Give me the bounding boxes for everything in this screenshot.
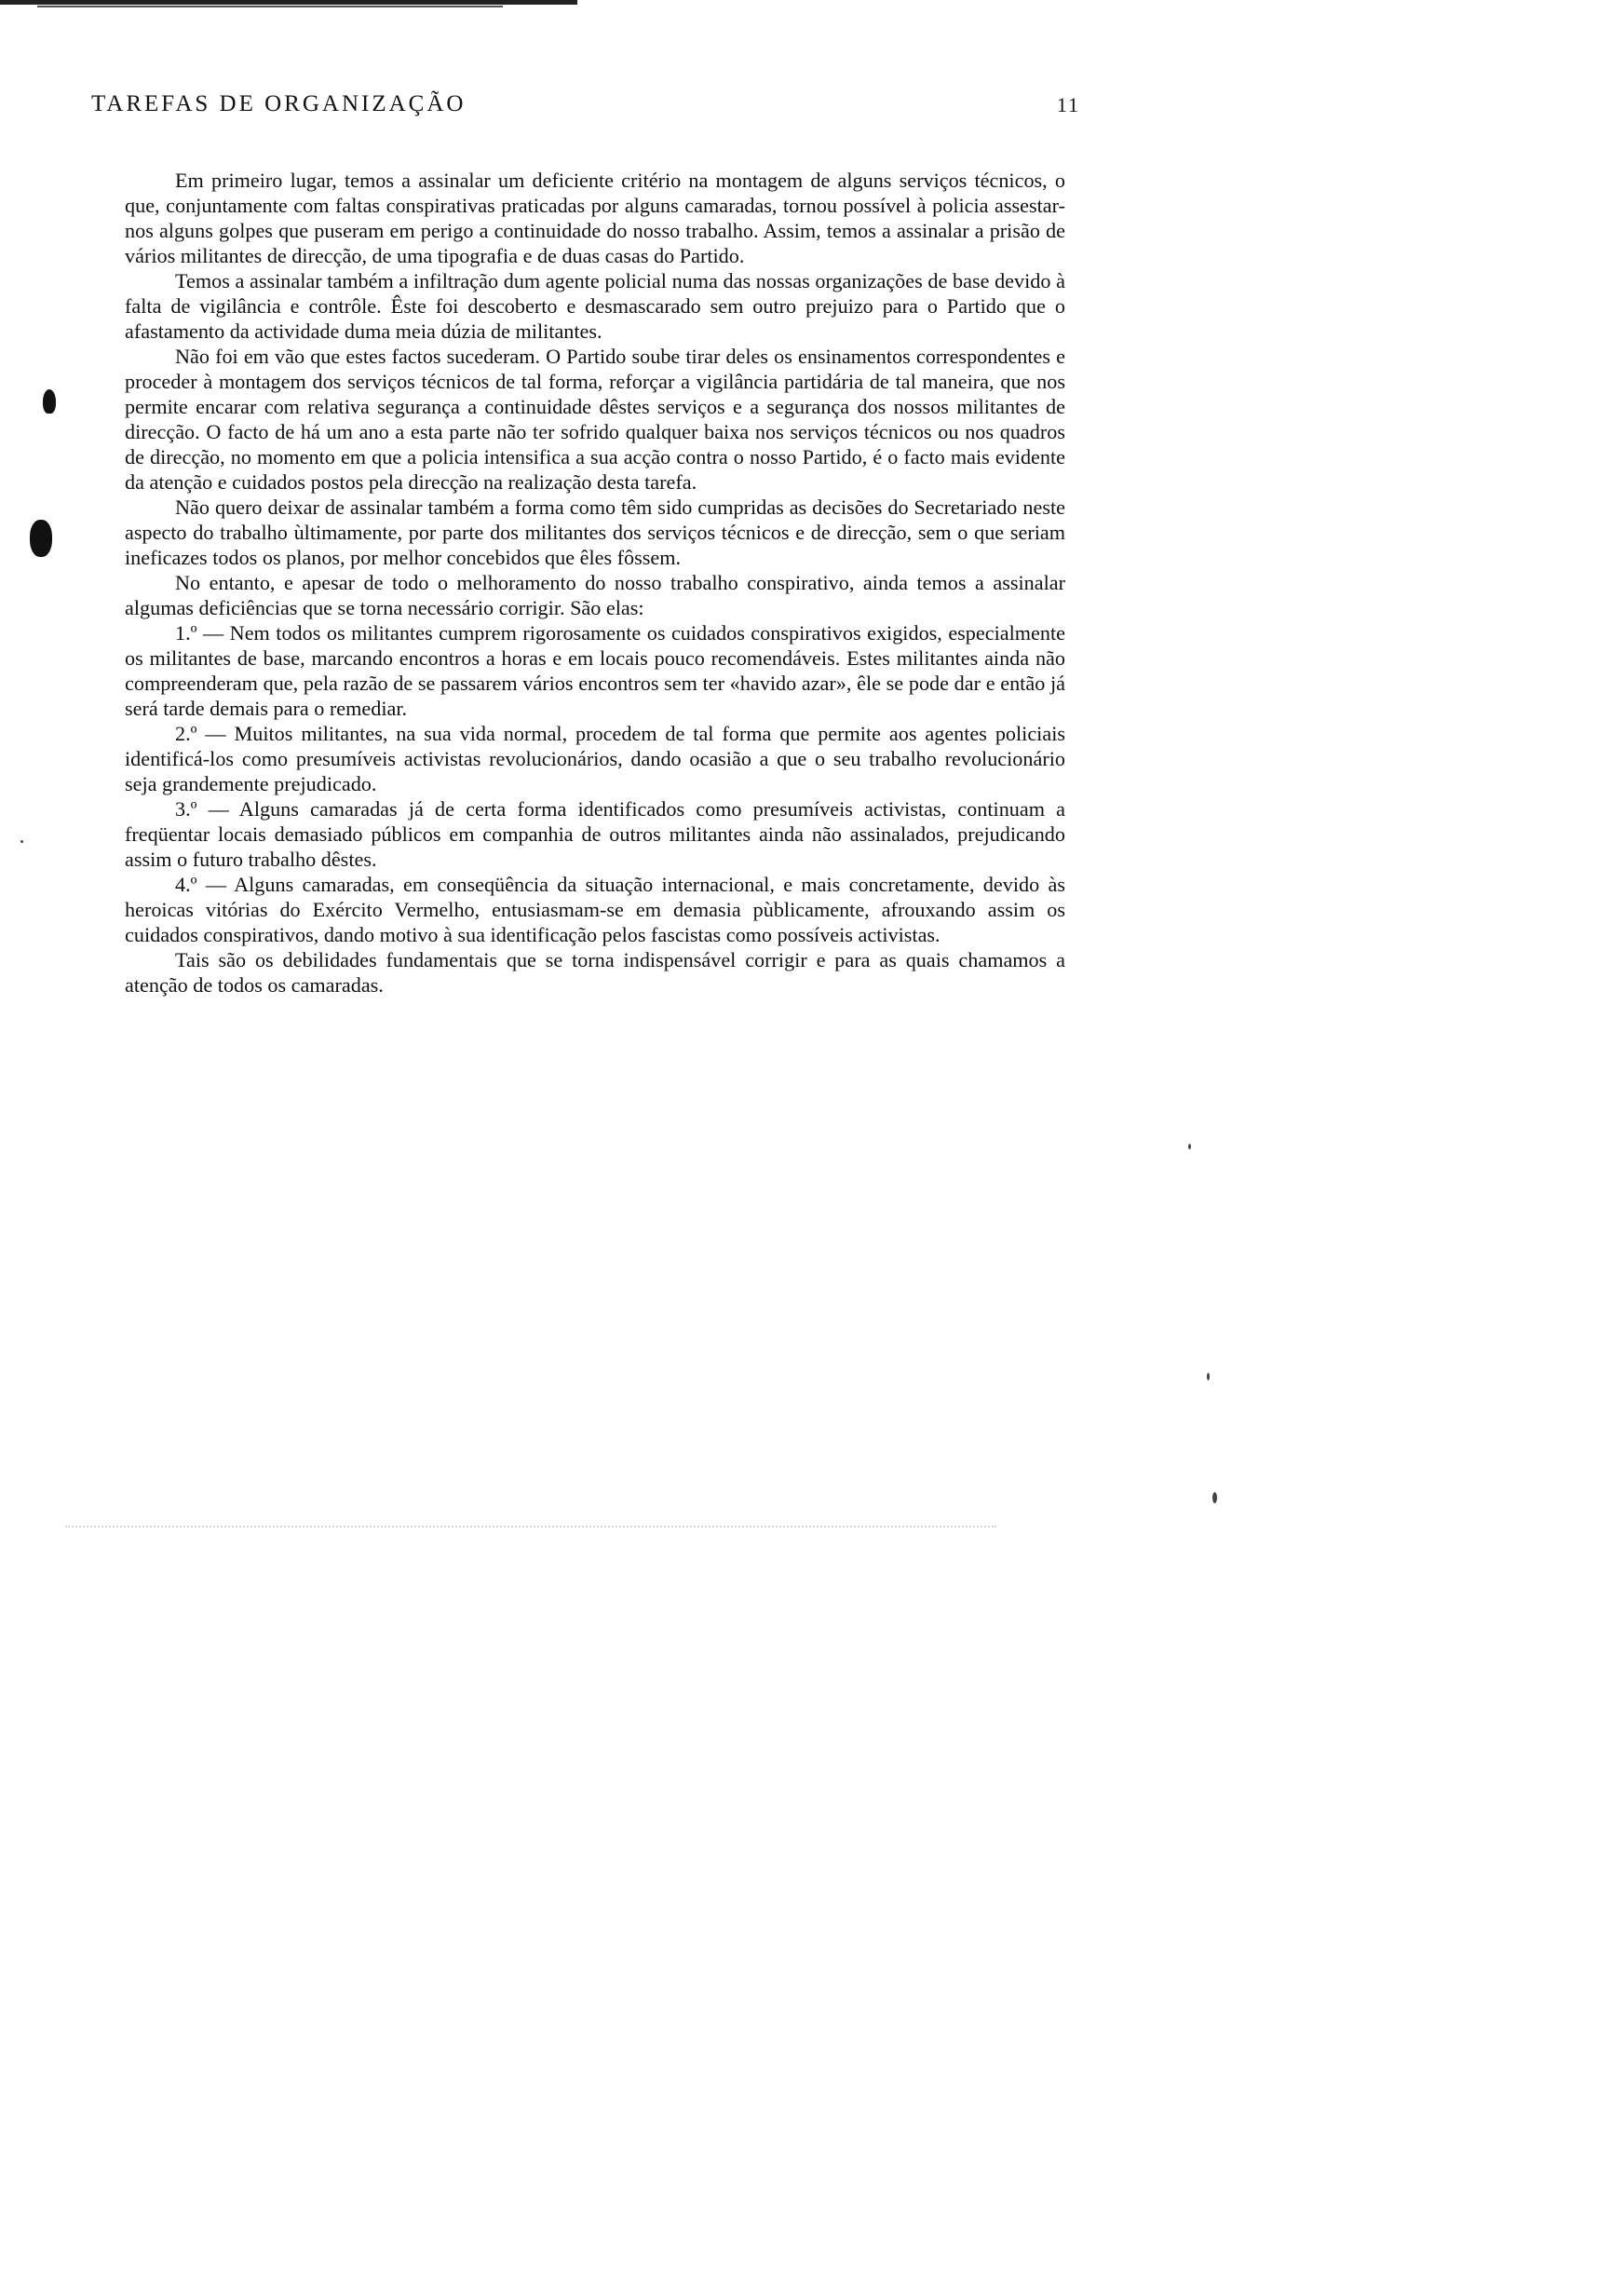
paragraph-1: Em primeiro lugar, temos a assinalar um deficiente critério na montagem de alguns serviços técnicos, o que, conjuntamente com faltas conspirativas praticadas por alguns camaradas, tornou possível à policia assestar-nos alguns golpes que puseram em perigo a continuidade do nosso trabalho. Assim, temos a assinalar a prisão de vários militantes de direcção, de uma tipografia e de duas casas do Partido. — [125, 169, 1065, 267]
closing-paragraph: Tais são os debilidades fundamentais que se torna indispensável corrigir e para as quais chamamos a atenção de todos os camaradas. — [125, 948, 1065, 997]
scan-speck — [20, 840, 23, 843]
scan-speck — [1188, 1144, 1191, 1149]
scan-speck — [1212, 1492, 1217, 1503]
running-head — [91, 91, 1080, 129]
ink-blot-small — [43, 389, 56, 414]
body-text — [125, 168, 1065, 998]
list-item-1: 1.º — Nem todos os militantes cumprem rigorosamente os cuidados conspirativos exigidos, especialmente os militantes de base, marcando encontros a horas e em locais pouco recomendáveis. Estes militantes ainda não compreenderam que, pela razão de se passarem vários encontros sem ter «havido azar», êle se pode dar e então já será tarde demais para o remediar. — [125, 621, 1065, 720]
scan-speck — [1207, 1373, 1210, 1380]
top-edge-rule — [0, 0, 577, 5]
top-edge-rule-secondary — [37, 6, 503, 7]
running-title: TAREFAS DE ORGANIZAÇÃO — [91, 91, 467, 116]
paragraph-4: Não quero deixar de assinalar também a forma como têm sido cumpridas as decisões do Secretariado neste aspecto do trabalho ùltimamente, por parte dos militantes dos serviços técnicos e de direcção, sem o que seriam ineficazes todos os planos, por melhor concebidos que êles fôssem. — [125, 496, 1065, 569]
list-item-4: 4.º — Alguns camaradas, em conseqüência da situação internacional, e mais concretamente, devido às heroicas vitórias do Exército Vermelho, entusiasmam-se em demasia pùblicamente, afrouxando assim os cuidados conspirativos, dando motivo à sua identificação pelos fascistas como possíveis activistas. — [125, 873, 1065, 946]
page-number: 11 — [1056, 93, 1080, 116]
scan-noise-row — [65, 1526, 996, 1529]
paragraph-2: Temos a assinalar também a infiltração dum agente policial numa das nossas organizações de base devido à falta de vigilância e contrôle. Êste foi descoberto e desmascarado sem outro prejuizo para o Partido que o afastamento da actividade duma meia dúzia de militantes. — [125, 269, 1065, 343]
paragraph-5: No entanto, e apesar de todo o melhoramento do nosso trabalho conspirativo, ainda temos a assinalar algumas deficiências que se torna necessário corrigir. São elas: — [125, 571, 1065, 619]
list-item-3: 3.º — Alguns camaradas já de certa forma identificados como presumíveis activistas, continuam a freqüentar locais demasiado públicos em companhia de outros militantes ainda não assinalados, prejudicando assim o futuro trabalho dêstes. — [125, 797, 1065, 871]
list-item-2: 2.º — Muitos militantes, na sua vida normal, procedem de tal forma que permite aos agentes policiais identificá-los como presumíveis activistas revolucionários, dando ocasião a que o seu trabalho revolucionário seja grandemente prejudicado. — [125, 722, 1065, 795]
ink-blot-large — [30, 520, 52, 557]
paragraph-3: Não foi em vão que estes factos sucederam. O Partido soube tirar deles os ensinamentos correspondentes e proceder à montagem dos serviços técnicos de tal forma, reforçar a vigilância partidária de tal maneira, que nos permite encarar com relativa segurança a continuidade dêstes serviços e a segurança dos nossos militantes de direcção. O facto de há um ano a esta parte não ter sofrido qualquer baixa nos serviços técnicos ou nos quadros de direcção, no momento em que a policia intensifica a sua acção contra o nosso Partido, é o facto mais evidente da atenção e cuidados postos pela direcção na realização desta tarefa. — [125, 345, 1065, 494]
